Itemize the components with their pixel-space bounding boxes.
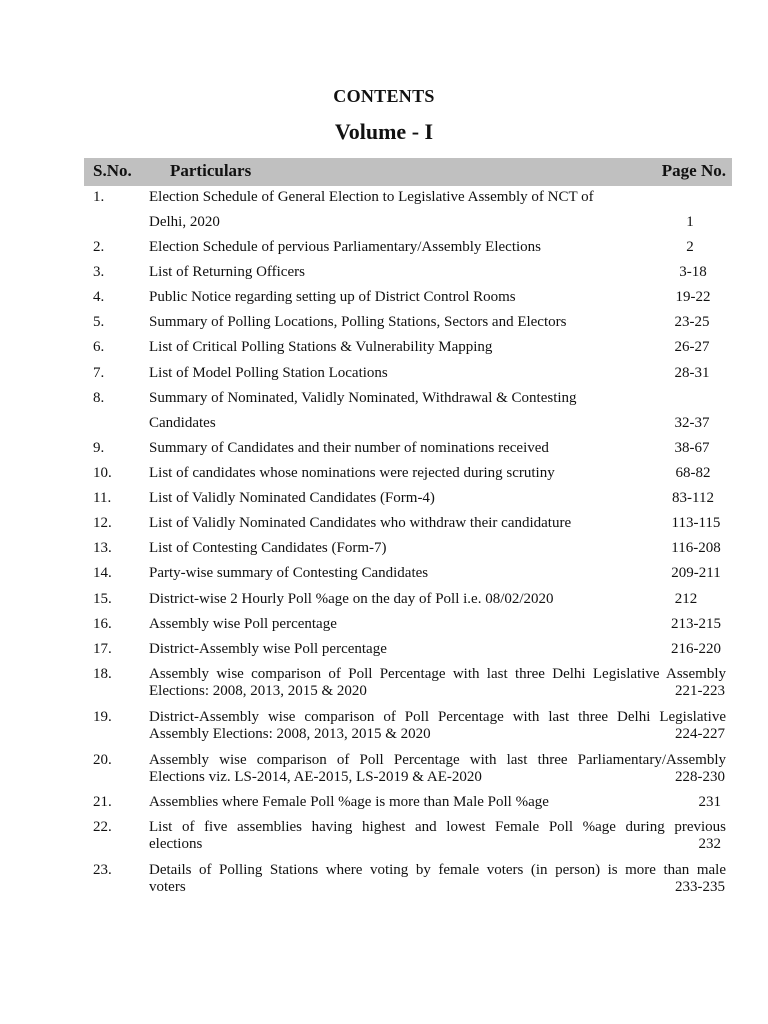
row-particulars: Election Schedule of General Election to Legislative Assembly of NCT of: [149, 189, 594, 205]
row-page: 216-220: [671, 641, 721, 657]
row-page: 83-112: [672, 490, 714, 506]
row-particulars: Party-wise summary of Contesting Candidates: [149, 565, 429, 581]
row-particulars: Elections: 2008, 2013, 2015 & 2020: [149, 683, 367, 699]
particulars-header: Particulars: [170, 161, 252, 180]
row-sno: 18.: [93, 666, 112, 682]
row-page: 23-25: [674, 314, 710, 330]
row-page: 231: [698, 794, 721, 810]
contents-heading: CONTENTS: [333, 86, 435, 106]
row-particulars: List of five assemblies having highest and lowest Female Poll %age during previous: [149, 819, 726, 835]
row-particulars: List of Critical Polling Stations & Vulnerability Mapping: [149, 339, 493, 355]
row-sno: 11.: [93, 490, 112, 506]
row-page: 232: [698, 836, 721, 852]
row-particulars: List of Model Polling Station Locations: [149, 365, 388, 381]
row-page: 28-31: [674, 365, 710, 381]
row-sno: 3.: [93, 264, 105, 280]
row-particulars: List of Validly Nominated Candidates (Form-4): [149, 490, 435, 506]
row-page: 221-223: [675, 683, 725, 699]
row-sno: 23.: [93, 862, 112, 878]
row-page: 68-82: [675, 465, 711, 481]
row-sno: 16.: [93, 616, 112, 632]
row-page: 3-18: [679, 264, 707, 280]
row-particulars: Election Schedule of pervious Parliamentary/Assembly Elections: [149, 239, 541, 255]
row-particulars: Delhi, 2020: [149, 214, 220, 230]
row-particulars: elections: [149, 836, 203, 852]
row-particulars: Candidates: [149, 415, 216, 431]
row-page: 209-211: [671, 565, 721, 581]
row-particulars: Details of Polling Stations where voting by female voters (in person) is more than male: [149, 862, 726, 878]
row-page: 228-230: [675, 769, 725, 785]
row-particulars: Public Notice regarding setting up of District Control Rooms: [149, 289, 516, 305]
row-particulars: Assembly wise comparison of Poll Percentage with last three Parliamentary/Assembly: [149, 752, 726, 768]
row-particulars: List of candidates whose nominations were rejected during scrutiny: [149, 465, 555, 481]
row-particulars: List of Contesting Candidates (Form-7): [149, 540, 387, 556]
row-page: 1: [686, 214, 694, 230]
row-sno: 6.: [93, 339, 105, 355]
row-particulars: Summary of Candidates and their number of nominations received: [149, 440, 549, 456]
row-sno: 9.: [93, 440, 105, 456]
row-particulars: Assembly wise Poll percentage: [149, 616, 337, 632]
row-sno: 22.: [93, 819, 112, 835]
row-page: 26-27: [674, 339, 710, 355]
row-sno: 10.: [93, 465, 112, 481]
row-particulars: Summary of Nominated, Validly Nominated, Withdrawal & Contesting: [149, 390, 577, 406]
row-particulars: List of Returning Officers: [149, 264, 305, 280]
row-sno: 15.: [93, 591, 112, 607]
row-page: 2: [686, 239, 694, 255]
row-sno: 17.: [93, 641, 112, 657]
row-particulars: Assemblies where Female Poll %age is more than Male Poll %age: [149, 794, 549, 810]
row-particulars: Assembly Elections: 2008, 2013, 2015 & 2020: [149, 726, 431, 742]
volume-heading: Volume - I: [334, 119, 434, 144]
row-particulars: Elections viz. LS-2014, AE-2015, LS-2019 & AE-2020: [149, 769, 482, 785]
row-particulars: District-Assembly wise Poll percentage: [149, 641, 387, 657]
row-page: 19-22: [675, 289, 711, 305]
row-particulars: District-wise 2 Hourly Poll %age on the day of Poll i.e. 08/02/2020: [149, 591, 554, 607]
row-sno: 20.: [93, 752, 112, 768]
row-page: 224-227: [675, 726, 725, 742]
row-sno: 2.: [93, 239, 105, 255]
row-page: 212: [674, 591, 698, 607]
row-sno: 14.: [93, 565, 112, 581]
sno-header: S.No.: [93, 161, 132, 180]
row-sno: 7.: [93, 365, 105, 381]
row-particulars: voters: [149, 879, 186, 895]
row-particulars: Assembly wise comparison of Poll Percentage with last three Delhi Legislative Assembly: [149, 666, 726, 682]
row-sno: 4.: [93, 289, 105, 305]
row-sno: 13.: [93, 540, 112, 556]
row-particulars: District-Assembly wise comparison of Poll Percentage with last three Delhi Legislative: [149, 709, 726, 725]
row-particulars: List of Validly Nominated Candidates who withdraw their candidature: [149, 515, 572, 531]
row-page: 116-208: [671, 540, 721, 556]
row-page: 233-235: [675, 879, 725, 895]
row-page: 38-67: [674, 440, 710, 456]
row-page: 113-115: [671, 515, 721, 531]
page-no-header: Page No.: [661, 161, 726, 180]
row-sno: 1.: [93, 189, 105, 205]
row-sno: 5.: [93, 314, 105, 330]
row-sno: 21.: [93, 794, 112, 810]
row-particulars: Summary of Polling Locations, Polling Stations, Sectors and Electors: [149, 314, 567, 330]
row-sno: 8.: [93, 390, 105, 406]
row-page: 32-37: [674, 415, 710, 431]
row-sno: 12.: [93, 515, 112, 531]
row-page: 213-215: [671, 616, 721, 632]
row-sno: 19.: [93, 709, 112, 725]
